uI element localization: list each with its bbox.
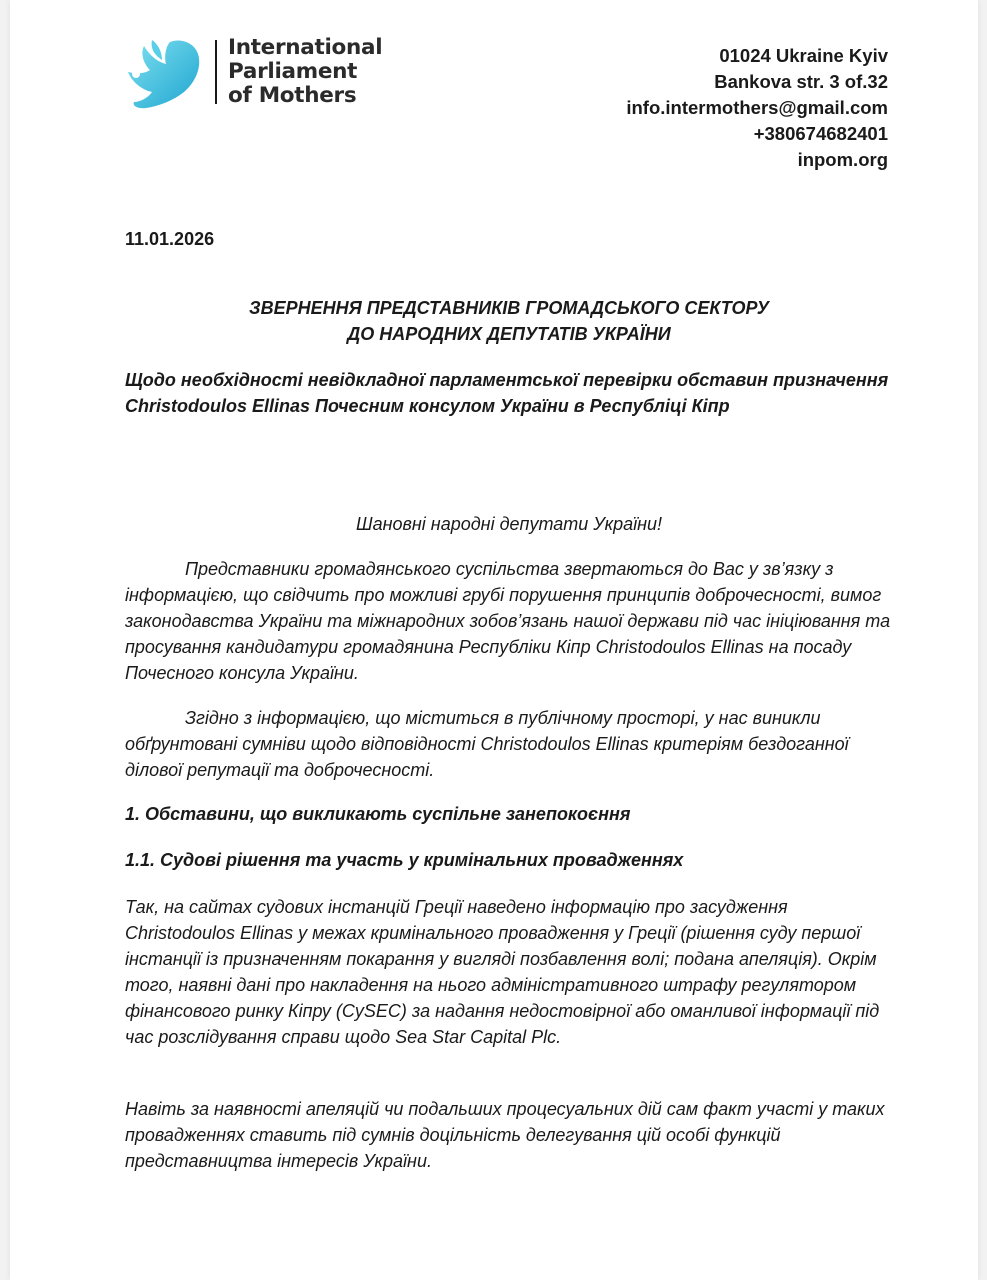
document-title: [110, 295, 908, 347]
section-heading-1-1: 1.1. Судові рішення та участь у кримінальних провадженнях: [125, 850, 684, 870]
address-line-1: 01024 Ukraine Kyiv: [719, 45, 888, 66]
contact-email: info.intermothers@gmail.com: [626, 97, 888, 118]
contact-block: [626, 43, 888, 173]
paragraph-court-decisions: Так, на сайтах судових інстанцій Греції наведено інформацію про засудження Christodoulos Ellinas у межах кримінального провадження у Греції (рішення суду першої інстанції із призначенням покарання у вигляді позбавлення волі; подана апеляція). Окрім того, наявні дані про накладення на нього адміністративного штрафу регулятором фінансового ринку Кіпру (CySEC) за надання недостовірної або оманливої інформації під час розслідування справи щодо Sea Star Capital Plc.: [125, 897, 880, 1047]
organization-logo: [122, 36, 392, 110]
paragraph-concerns: Згідно з інформацією, що міститься в публічному просторі, у нас виникли обґрунтовані сумніви щодо відповідності Christodoulos Ellinas критеріям бездоганної ділової репутації та доброчесності.: [125, 708, 849, 780]
logo-line-2: Parliament: [228, 59, 358, 84]
paragraph-intro: Представники громадянського суспільства звертаються до Вас у зв’язку з інформацією, що свідчить про можливі грубі порушення принципів доброчесності, вимог законодавства України та міжнародних зобов’язань нашої держави під час ініціювання та просування кандидатури громадянина Республіки Кіпр Christodoulos Ellinas на посаду Почесного консула України.: [125, 559, 891, 683]
dove-icon: [122, 36, 202, 110]
address-line-2: Bankova str. 3 of.32: [714, 71, 888, 92]
title-line-1: ЗВЕРНЕННЯ ПРЕДСТАВНИКІВ ГРОМАДСЬКОГО СЕКТОРУ: [249, 298, 769, 318]
salutation: Шановні народні депутати України!: [356, 514, 662, 534]
document-subject: Щодо необхідності невідкладної парламентської перевірки обставин призначення Christodoulos Ellinas Почесним консулом України в Республіці Кіпр: [125, 370, 889, 416]
logo-wordmark: [228, 36, 382, 108]
logo-line-3: of Mothers: [228, 83, 357, 108]
document-date: 11.01.2026: [125, 229, 215, 249]
paragraph-conclusion: Навіть за наявності апеляцій чи подальших процесуальних дій сам факт участі у таких провадженнях ставить під сумнів доцільність делегування цій особі функцій представництва інтересів України.: [125, 1099, 885, 1171]
title-line-2: ДО НАРОДНИХ ДЕПУТАТІВ УКРАЇНИ: [347, 324, 671, 344]
logo-line-1: International: [228, 35, 383, 60]
document-page: [10, 0, 978, 1280]
section-heading-1: 1. Обставини, що викликають суспільне занепокоєння: [125, 804, 631, 824]
contact-phone: +380674682401: [753, 123, 888, 144]
logo-divider: [215, 40, 217, 104]
contact-website: inpom.org: [797, 149, 888, 170]
